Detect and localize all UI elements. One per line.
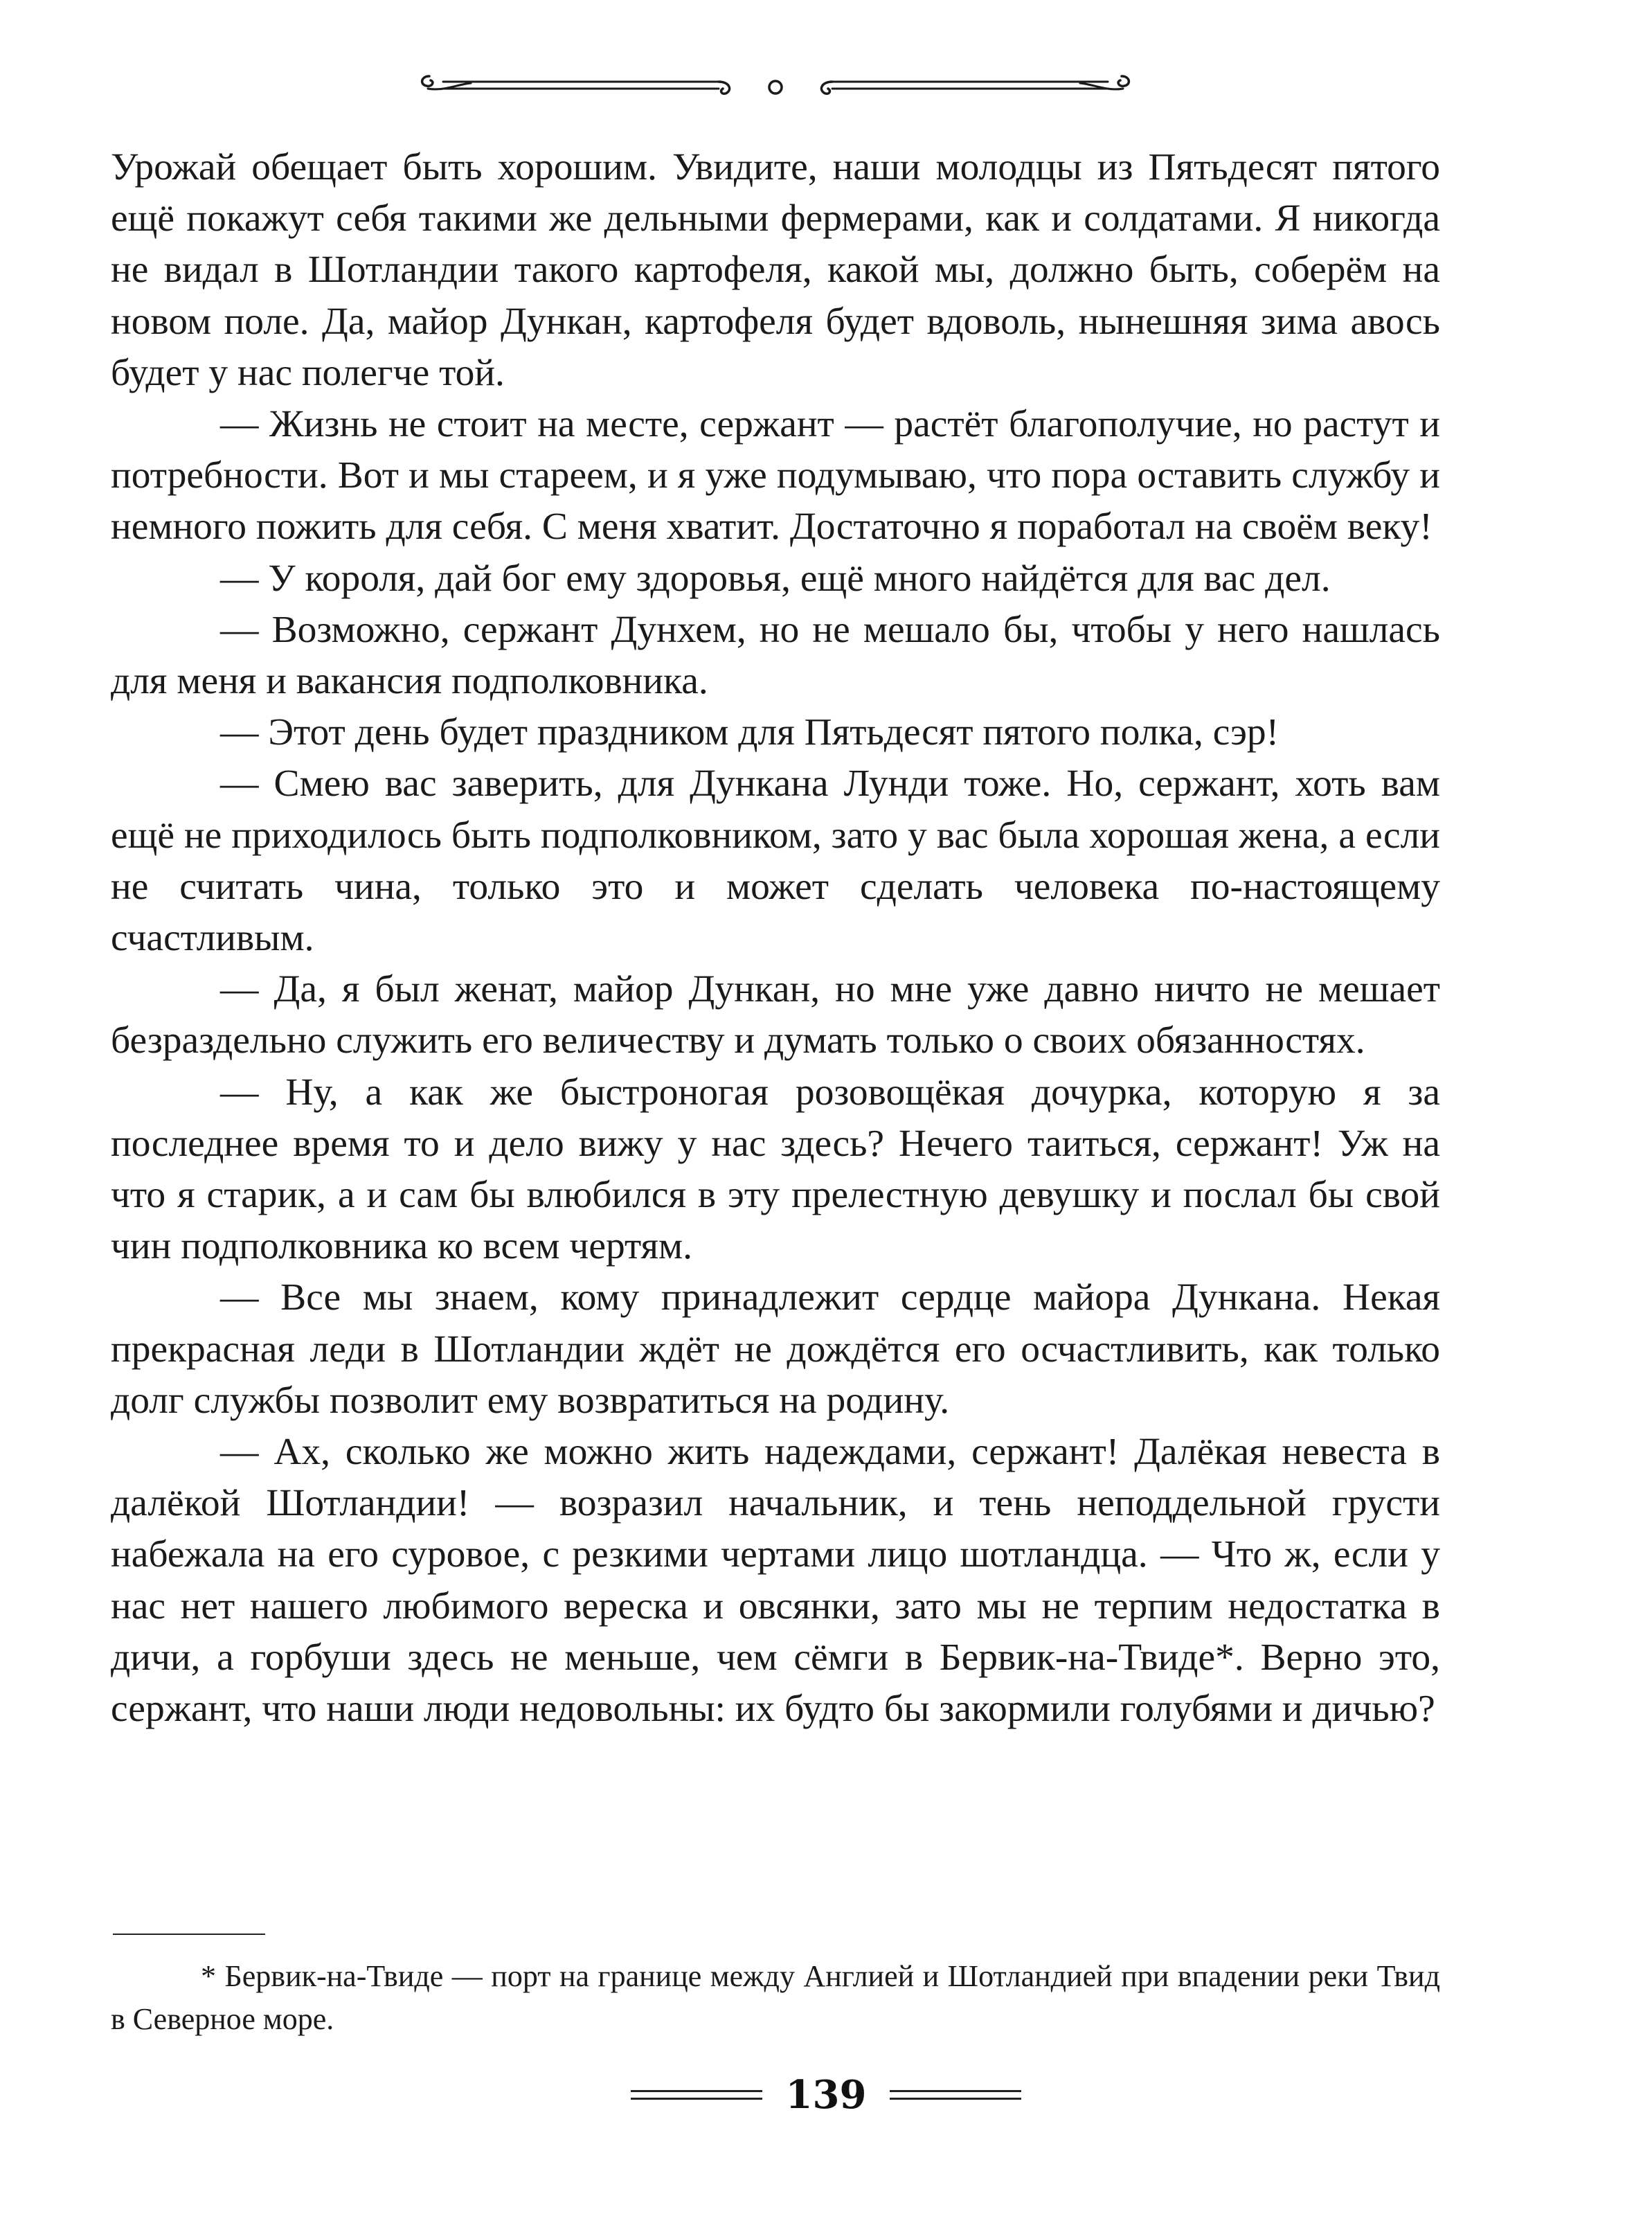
paragraph: — Этот день будет праздником для Пятьдесят пятого полка, сэр! xyxy=(220,711,1280,754)
footnote xyxy=(111,1955,1440,2041)
main-text xyxy=(111,142,1440,1735)
paragraph: — Да, я был женат, майор Дункан, но мне уже давно ничто не мешает безраздельно служить его величеству и думать только о своих обязанностях. xyxy=(111,968,1440,1062)
page-number-right-rule xyxy=(890,2090,1021,2100)
footnote-text: * Бервик-на-Твиде — порт на границе между Англией и Шотландией при впадении реки Твид в Северное море. xyxy=(111,1959,1440,2036)
paragraph: — Жизнь не стоит на месте, сержант — растёт благополучие, но растут и потребности. Вот и мы стареем, и я уже подумываю, что пора оставить службу и немного пожить для себя. С меня хватит. Достаточно я поработал на своём веку! xyxy=(111,403,1440,548)
paragraph: — Ну, а как же быстроногая розовощёкая дочурка, которую я за последнее время то и дело вижу у нас здесь? Нечего таиться, сержант! Уж на что я старик, а и сам бы влюбился в эту прелестную девушку и послал бы свой чин подполковника ко всем чертям. xyxy=(111,1071,1440,1268)
page-footer xyxy=(0,2067,1652,2123)
paragraph: — Ах, сколько же можно жить надеждами, сержант! Далёкая невеста в далёкой Шотландии! — возразил начальник, и тень неподдельной грусти набежала на его суровое, с резкими чертами лицо шотландца. — Что ж, если у нас нет нашего любимого вереска и овсянки, зато мы не терпим недостатка в дичи, а горбуши здесь не меньше, чем сёмги в Бервик-на-Твиде*. Верно это, сержант, что наши люди недовольны: их будто бы закормили голубями и дичью? xyxy=(111,1431,1440,1731)
paragraph: — Возможно, сержант Дунхем, но не мешало бы, чтобы у него нашлась для меня и вакансия подполковника. xyxy=(111,608,1440,703)
paragraph: — Смею вас заверить, для Дункана Лунди тоже. Но, сержант, хоть вам ещё не приходилось быть подполковником, зато у вас была хорошая жена, а если не считать чина, только это и может сделать человека по-настоящему счастливым. xyxy=(111,762,1440,960)
paragraph: Урожай обещает быть хорошим. Увидите, наши молодцы из Пятьдесят пятого ещё покажут себя такими же дельными фермерами, как и солдатами. Я никогда не видал в Шотландии такого картофеля, какой мы, должно быть, соберём на новом поле. Да, майор Дункан, картофеля будет вдоволь, нынешняя зима авось будет у нас полегче той. xyxy=(111,146,1440,394)
footnote-separator xyxy=(113,1934,265,1935)
paragraph: — Все мы знаем, кому принадлежит сердце майора Дункана. Некая прекрасная леди в Шотландии ждёт не дождётся его осчастливить, как только долг службы позволит ему возвратиться на родину. xyxy=(111,1276,1440,1422)
page-number: 139 xyxy=(785,2072,867,2118)
page-number-left-rule xyxy=(631,2090,762,2100)
paragraph: — У короля, дай бог ему здоровья, ещё много найдётся для вас дел. xyxy=(220,557,1331,600)
header-ornament xyxy=(415,61,1135,105)
